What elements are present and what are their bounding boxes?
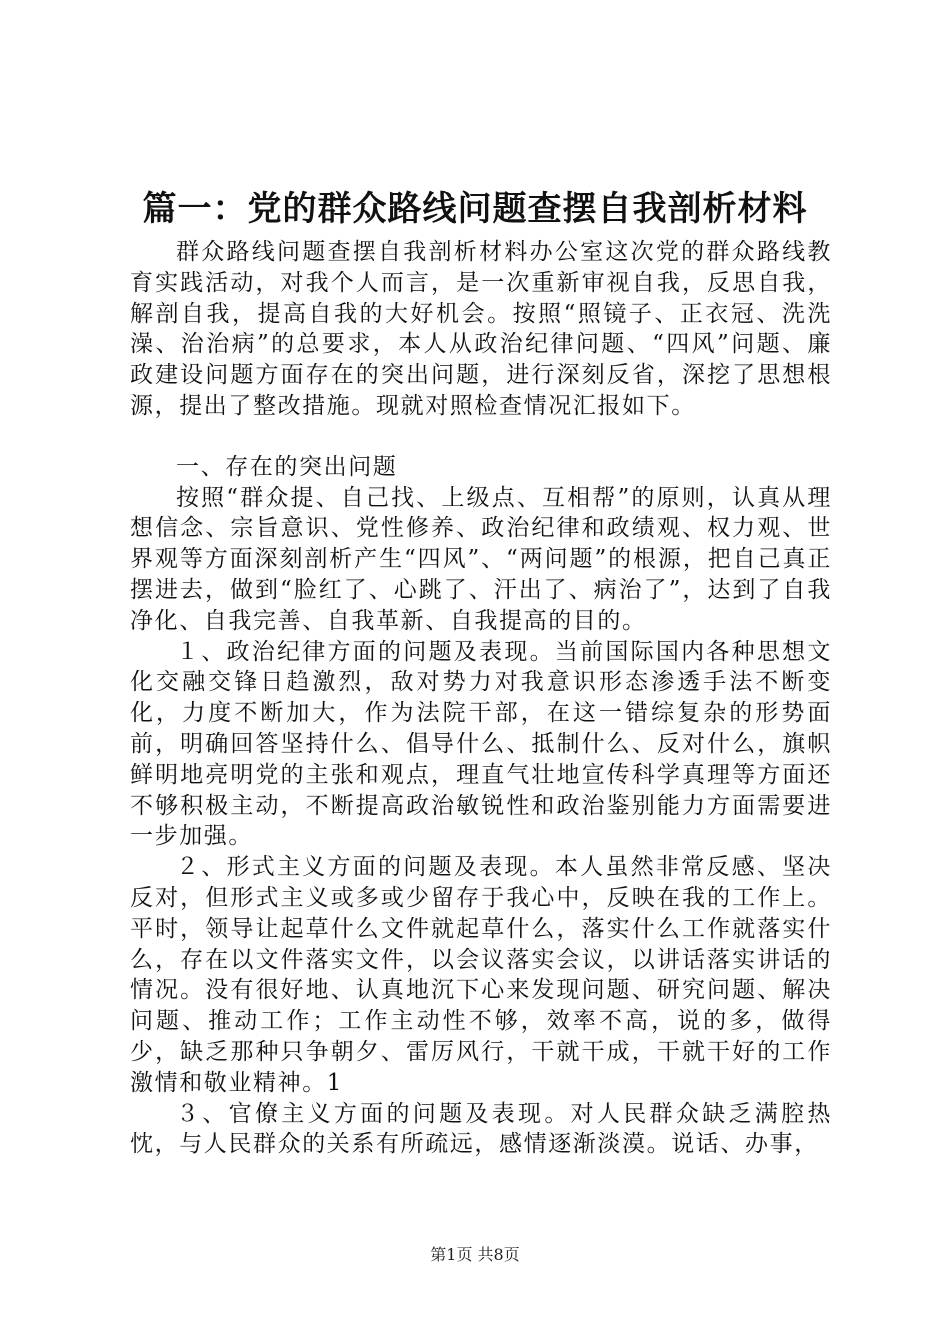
document-body (130, 237, 832, 1160)
section-heading: 一、存在的突出问题 (176, 453, 398, 480)
section-intro-paragraph: 按照“群众提、自己找、上级点、互相帮”的原则，认真从理想信念、宗旨意识、党性修养、政治纪律和政绩观、权力观、世界观等方面深刻剖析产生“四风”、“两问题”的根源，把自己真正摆进去，做到“脸红了、心跳了、汗出了、病治了”，达到了自我净化、自我完善、自我革新、自我提高的目的。 (130, 484, 832, 634)
intro-paragraph: 群众路线问题查摆自我剖析材料办公室这次党的群众路线教育实践活动，对我个人而言，是一次重新审视自我，反思自我，解剖自我，提高自我的大好机会。按照“照镜子、正衣冠、洗洗澡、治治病”的总要求，本人从政治纪律问题、“四风”问题、廉政建设问题方面存在的突出问题，进行深刻反省，深挖了思想根源，提出了整改措施。现就对照检查情况汇报如下。 (130, 239, 832, 419)
item-paragraph-1: １、政治纪律方面的问题及表现。当前国际国内各种思想文化交融交锋日趋激烈，敌对势力对我意识形态渗透手法不断变化，力度不断加大，作为法院干部，在这一错综复杂的形势面前，明确回答坚持什么、倡导什么、抵制什么、反对什么，旗帜鲜明地亮明党的主张和观点，理直气壮地宣传科学真理等方面还不够积极主动，不断提高政治敏锐性和政治鉴别能力方面需要进一步加强。 (130, 638, 832, 850)
item-paragraph-2: ２、形式主义方面的问题及表现。本人虽然非常反感、坚决反对，但形式主义或多或少留存于我心中，反映在我的工作上。平时，领导让起草什么文件就起草什么，落实什么工作就落实什么，存在以文件落实文件，以会议落实会议，以讲话落实讲话的情况。没有很好地、认真地沉下心来发现问题、研究问题、解决问题、推动工作；工作主动性不够，效率不高，说的多，做得少，缺乏那种只争朝夕、雷厉风行，干就干成，干就干好的工作激情和敬业精神。1 (130, 854, 832, 1096)
page-footer: 第1页 共8页 (430, 1245, 520, 1264)
document-title: 篇一：党的群众路线问题查摆自我剖析材料 (142, 189, 808, 229)
item-paragraph-3: ３、官僚主义方面的问题及表现。对人民群众缺乏满腔热忱，与人民群众的关系有所疏远，感情逐渐淡漠。说话、办事， (130, 1100, 832, 1158)
paragraph-spacer (130, 422, 832, 452)
